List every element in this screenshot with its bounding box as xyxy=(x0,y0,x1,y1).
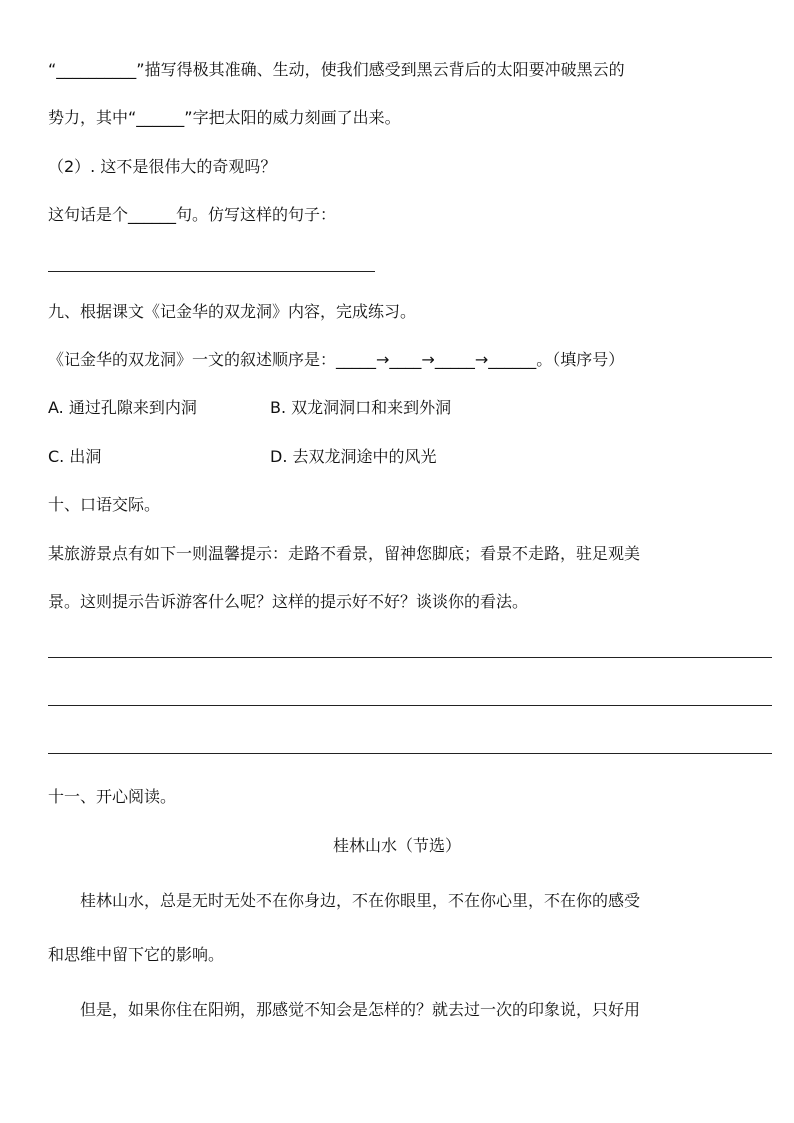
q8-line-1: “__________”描写得极其准确、生动，使我们感受到黑云背后的太阳要冲破黑云的 xyxy=(48,60,625,79)
answer-line-q10-3[interactable] xyxy=(48,753,772,754)
q10-paragraph-line-2: 景。这则提示告诉游客什么呢？这样的提示好不好？谈谈你的看法。 xyxy=(48,592,529,611)
q9-order-prompt: 《记金华的双龙洞》一文的叙述顺序是：_____→____→_____→______。（填序号） xyxy=(48,350,625,369)
q8-sub2-prompt: 这句话是个______句。仿写这样的句子： xyxy=(48,205,337,224)
q8-sub2-label: （2）. 这不是很伟大的奇观吗？ xyxy=(48,157,277,176)
article-p2-line-1: 但是，如果你住在阳朔，那感觉不知会是怎样的？就去过一次的印象说，只好用 xyxy=(80,1000,641,1019)
q9-option-c: C. 出洞 xyxy=(48,447,102,466)
q10-paragraph-line-1: 某旅游景点有如下一则温馨提示：走路不看景，留神您脚底；看景不走路，驻足观美 xyxy=(48,544,641,563)
q10-heading: 十、口语交际。 xyxy=(48,495,161,514)
q8-line-2: 势力，其中“______”字把太阳的威力刻画了出来。 xyxy=(48,108,401,127)
article-p1-line-2: 和思维中留下它的影响。 xyxy=(48,945,225,964)
article-p1-line-1: 桂林山水，总是无时无处不在你身边，不在你眼里，不在你心里，不在你的感受 xyxy=(80,891,641,910)
q9-option-a: A. 通过孔隙来到内洞 xyxy=(48,398,197,417)
answer-line-q10-2[interactable] xyxy=(48,705,772,706)
q9-option-d: D. 去双龙洞途中的风光 xyxy=(270,447,437,466)
article-title: 桂林山水（节选） xyxy=(332,836,461,855)
q11-heading: 十一、开心阅读。 xyxy=(48,787,177,806)
q9-option-b: B. 双龙洞洞口和来到外洞 xyxy=(270,398,452,417)
answer-line-q10-1[interactable] xyxy=(48,657,772,658)
q9-heading: 九、根据课文《记金华的双龙洞》内容，完成练习。 xyxy=(48,302,417,321)
answer-line-q8[interactable] xyxy=(48,271,375,272)
